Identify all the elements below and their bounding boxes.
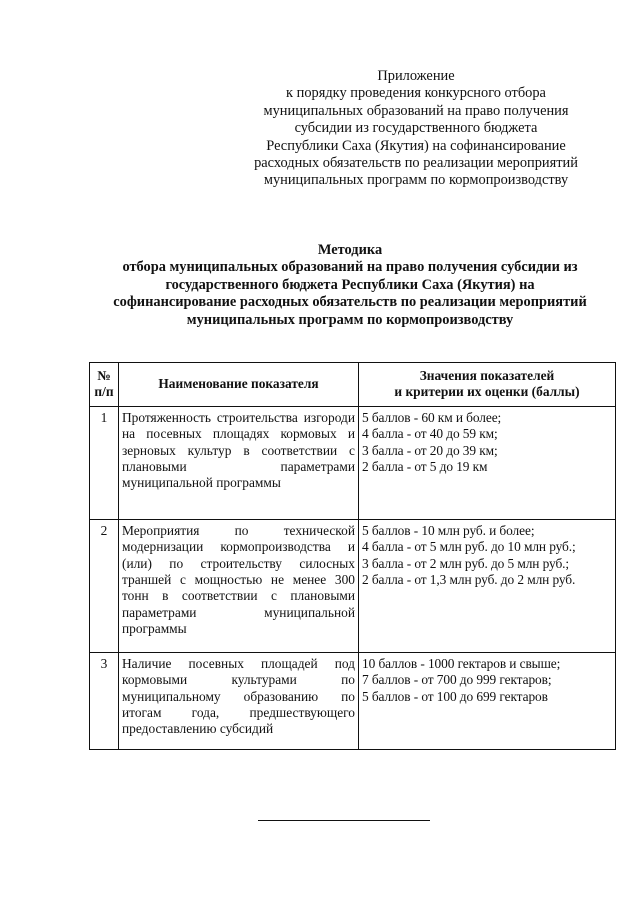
criteria-values: [359, 519, 616, 652]
appendix-header: [238, 68, 594, 190]
criteria-values: [359, 406, 616, 519]
criteria-line: 2 балла - от 1,3 млн руб. до 2 млн руб.: [362, 572, 576, 588]
title-line: Методика: [317, 242, 383, 258]
title-line: государственного бюджета Республики Саха (Якутия) на: [165, 276, 535, 293]
criteria-line: 5 баллов - от 100 до 699 гектаров: [362, 688, 548, 704]
criteria-line: 7 баллов - от 700 до 999 гектаров;: [362, 672, 552, 688]
row-number: 2: [90, 519, 119, 652]
criteria-line: 3 балла - от 20 до 39 км;: [362, 442, 498, 458]
appendix-line: Приложение: [377, 68, 455, 84]
indicator-name: Протяженность строительства изгороди на посевных площадях кормовых и зерновых культур в соответствии с плановыми параметрами муниципальной программы: [119, 406, 359, 519]
table-row: [90, 406, 616, 519]
criteria-line: 4 балла - от 5 млн руб. до 10 млн руб.;: [362, 539, 576, 555]
table-header-row: [90, 363, 616, 407]
appendix-line: субсидии из государственного бюджета: [294, 120, 538, 137]
appendix-line: к порядку проведения конкурсного отбора: [286, 85, 546, 102]
title-line: муниципальных программ по кормопроизводству: [186, 311, 514, 328]
header-values-line1: Значения показателей: [419, 368, 555, 383]
table-row: [90, 519, 616, 652]
title-line: отбора муниципальных образований на право получения субсидии из: [122, 259, 578, 276]
row-number: 3: [90, 652, 119, 749]
criteria-line: 10 баллов - 1000 гектаров и свыше;: [362, 655, 561, 671]
criteria-line: 4 балла - от 40 до 59 км;: [362, 426, 498, 442]
criteria-line: 5 баллов - 10 млн руб. и более;: [362, 522, 535, 538]
appendix-line: муниципальных программ по кормопроизводству: [263, 172, 569, 189]
header-number: [90, 363, 119, 407]
criteria-table: [89, 362, 616, 750]
document-title: [62, 242, 638, 329]
appendix-line: муниципальных образований на право получения: [263, 102, 569, 119]
criteria-line: 5 баллов - 60 км и более;: [362, 409, 502, 425]
appendix-line: Республики Саха (Якутия) на софинансирование: [266, 137, 566, 154]
closing-rule: [258, 820, 430, 821]
title-line: софинансирование расходных обязательств по реализации мероприятий: [113, 294, 587, 311]
criteria-line: 3 балла - от 2 млн руб. до 5 млн руб.;: [362, 555, 570, 571]
appendix-line: расходных обязательств по реализации мероприятий: [254, 155, 578, 172]
header-values: [359, 363, 616, 407]
table-row: [90, 652, 616, 749]
row-number: 1: [90, 406, 119, 519]
header-values-line2: и критерии их оценки (баллы): [394, 384, 580, 400]
criteria-line: 2 балла - от 5 до 19 км: [362, 459, 488, 475]
indicator-name: Мероприятия по технической модернизации кормопроизводства и (или) по строительству силосных траншей с мощностью не менее 300 тонн в соответствии с плановыми параметрами муниципальной программы: [119, 519, 359, 652]
header-number-line2: п/п: [94, 384, 114, 400]
criteria-values: [359, 652, 616, 749]
header-indicator-name: Наименование показателя: [119, 363, 359, 407]
indicator-name: Наличие посевных площадей под кормовыми культурами по муниципальному образованию по итогам года, предшествующего предоставлению субсидий: [119, 652, 359, 749]
header-number-line1: №: [97, 368, 111, 383]
